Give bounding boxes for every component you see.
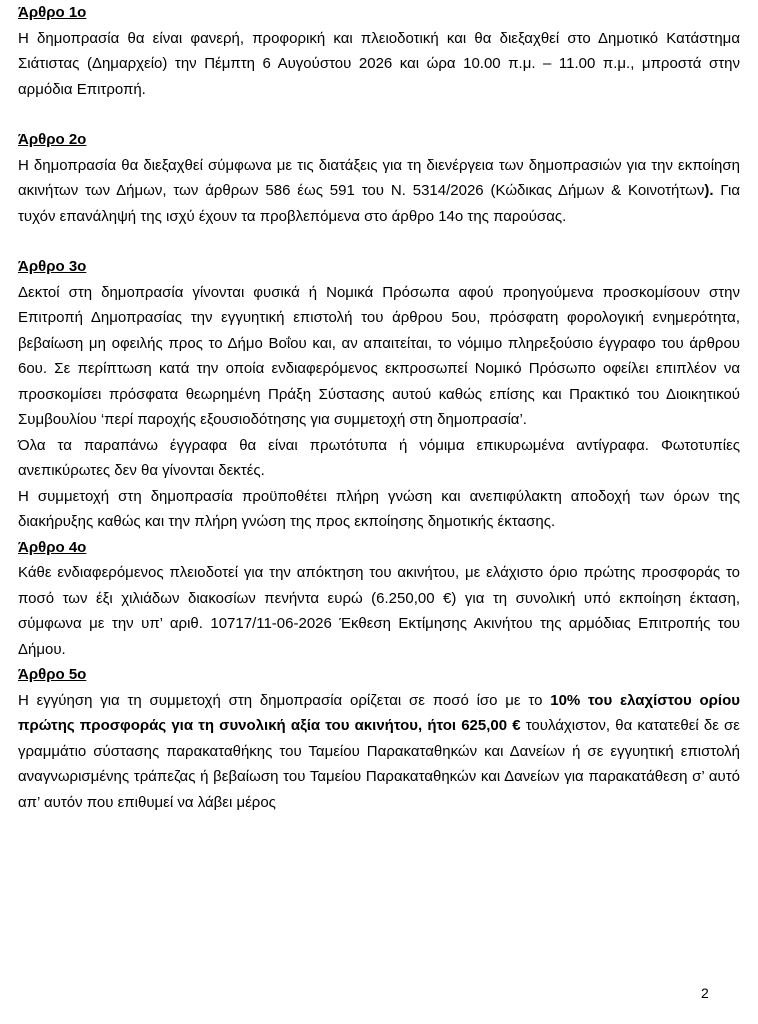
article-1-body: Η δημοπρασία θα είναι φανερή, προφορική και πλειοδοτική και θα διεξαχθεί στο Δημοτικό Κατάστημα Σιάτιστας (Δημαρχείο) την Πέμπτη 6 Αυγούστου 2026 και ώρα 10.00 π.μ. – 11.00 π.μ., μπροστά στην αρμόδια Επιτροπή.: [18, 29, 740, 98]
article-3-body-1: Δεκτοί στη δημοπρασία γίνονται φυσικά ή Νομικά Πρόσωπα αφού προηγούμενα προσκομίσουν στην Επιτροπή Δημοπρασίας την εγγυητική επιστολή του άρθρου 5ου, πρόσφατη φορολογική ενημερότητα, βεβαίωση μη οφειλής προς το Δήμο Βοΐου και, αν απαιτείται, το νόμιμο πληρεξούσιο έγγραφο του άρθρου 6ου. Σε περίπτωση κατά την οποία ενδιαφερόμενος εκπροσωπεί Νομικό Πρόσωπο οφείλει επιπλέον να προσκομίσει πρόσφατα θεωρημένη Πράξη Σύστασης αυτού καθώς επίσης και Πρακτικό του Διοικητικού Συμβουλίου ‘περί παροχής εξουσιοδότησης για συμμετοχή στη δημοπρασία’.: [18, 283, 740, 428]
article-5-body: [18, 688, 740, 816]
article-1-heading: Άρθρο 1ο: [18, 4, 87, 21]
article-2-heading: Άρθρο 2ο: [18, 131, 87, 148]
article-3-body-2: Όλα τα παραπάνω έγγραφα θα είναι πρωτότυπα ή νόμιμα επικυρωμένα αντίγραφα. Φωτοτυπίες ανεπικύρωτες δεν θα γίνονται δεκτές.: [18, 436, 740, 479]
spacer: [18, 102, 740, 127]
article-5-text-1: Η εγγύηση για τη συμμετοχή στη δημοπρασία ορίζεται σε ποσό ίσο με το: [18, 691, 551, 709]
article-5-heading: Άρθρο 5ο: [18, 666, 87, 683]
article-4-body: Κάθε ενδιαφερόμενος πλειοδοτεί για την απόκτηση του ακινήτου, με ελάχιστο όριο πρώτης προσφοράς το ποσό των έξι χιλιάδων διακοσίων πενήντα ευρώ (6.250,00 €) για τη συνολική υπό εκποίηση έκταση, σύμφωνα με την υπ’ αριθ. 10717/11-06-2026 Έκθεση Εκτίμησης Ακινήτου της αρμόδιας Επιτροπής του Δήμου.: [18, 564, 740, 658]
article-2-text-1: Η δημοπρασία θα διεξαχθεί σύμφωνα με τις διατάξεις για τη διενέργεια των δημοπρασιών για την εκποίηση ακινήτων των Δήμων, των άρθρων 586 έως 591 του Ν. 5314/2026 (Κώδικας Δήμων & Κοινοτήτων: [18, 156, 740, 199]
article-5-text-2: τουλάχιστον, θα κατατεθεί δε σε γραμμάτιο σύστασης παρακαταθήκης του Ταμείου Παρακαταθηκών και Δανείων ή σε εγγυητική επιστολή αναγνωρισμένης τράπεζας ή βεβαίωση του Ταμείου Παρακαταθηκών και Δανείων για παρακατάθεση σ’ αυτό απ’ αυτόν που επιθυμεί να λάβει μέρος: [18, 717, 740, 811]
spacer: [18, 229, 740, 254]
article-2-bold: ).: [704, 182, 714, 199]
article-2-body: [18, 153, 740, 230]
article-5-bold: 10% του ελαχίστου ορίου πρώτης προσφοράς για τη συνολική αξία του ακινήτου, ήτοι 625,00 €: [18, 691, 740, 734]
page-number: 2: [701, 985, 709, 1001]
article-4-heading: Άρθρο 4ο: [18, 538, 87, 556]
article-2-text-2: Για τυχόν επανάληψή της ισχύ έχουν τα προβλεπόμενα στο άρθρο 14ο της παρούσας.: [18, 182, 741, 225]
article-3-heading: Άρθρο 3ο: [18, 258, 87, 275]
document-page: [18, 0, 740, 1024]
article-3-body-3: Η συμμετοχή στη δημοπρασία προϋποθέτει πλήρη γνώση και ανεπιφύλακτη αποδοχή των όρων της διακήρυξης καθώς και την πλήρη γνώση της προς εκποίησης δημοτικής έκτασης.: [18, 487, 740, 530]
